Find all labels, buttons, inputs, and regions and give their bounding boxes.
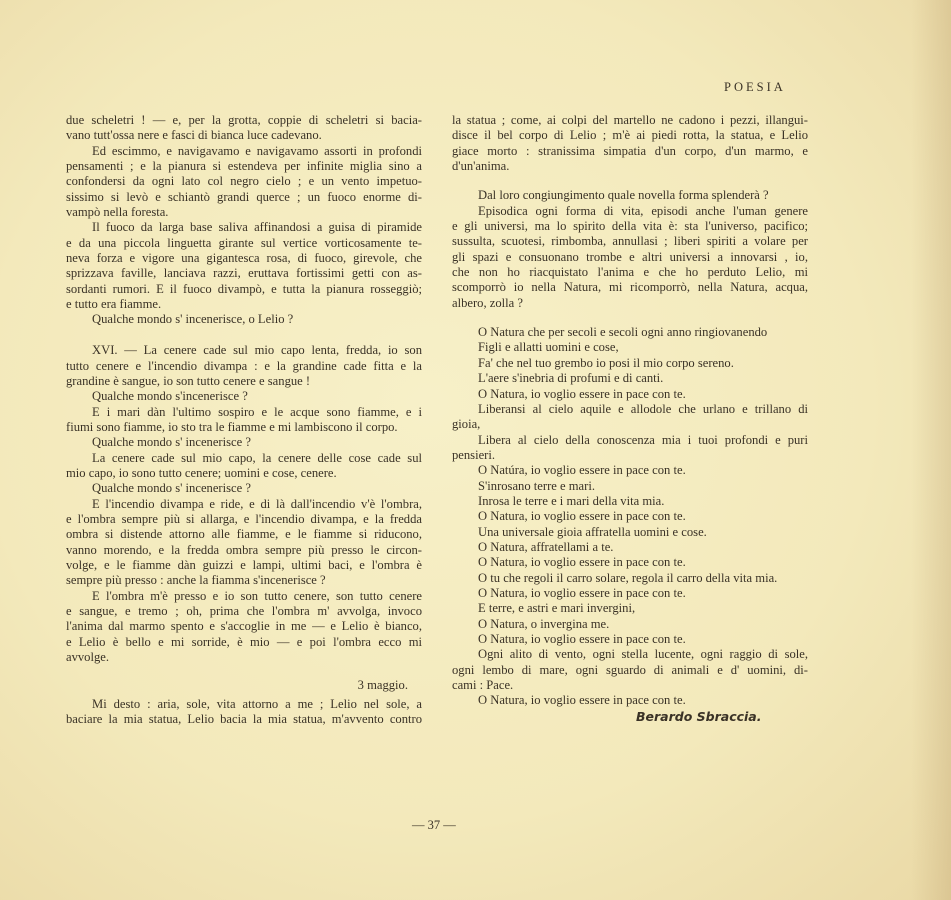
text-line: O Natura, io voglio essere in pace con te.	[478, 555, 686, 570]
paragraph	[452, 188, 808, 203]
text-line: e Lelio è bello e mi sorride, è mio — e poi l'ombra ecco mi	[66, 634, 422, 649]
paragraph	[452, 555, 808, 570]
paragraph	[452, 479, 808, 494]
text-line: Liberansi al cielo aquile e allodole che urlano e trillano di	[478, 401, 808, 416]
text-line: albero, zolla ?	[452, 295, 523, 310]
paragraph	[452, 540, 808, 555]
text-line: Mi desto : aria, sole, vita attorno a me ; Lelio nel sole, a	[92, 696, 422, 711]
text-line: Dal loro congiungimento quale novella forma splenderà ?	[478, 188, 769, 203]
text-line: E l'incendio divampa e ride, e di là dall'incendio v'è l'ombra,	[92, 496, 422, 511]
text-line: Qualche mondo s' incenerisce ?	[92, 481, 251, 496]
text-line: Inrosa le terre e i mari della vita mia.	[478, 493, 665, 508]
text-line: pensamenti ; e la pianura si estendeva per infinite miglia sino a	[66, 159, 422, 174]
text-line: baciare la mia statua, Lelio bacia la mia statua, m'avvento contro	[66, 712, 422, 727]
text-line: ombra si distende attorno alle fiamme, e le fiamme si riducono,	[66, 527, 422, 542]
text-line: e sangue, e tremo ; oh, prima che l'ombra m' avvolga, invoco	[66, 604, 422, 618]
text-line: d'un'anima.	[452, 159, 510, 174]
left-column	[66, 113, 422, 727]
text-line: O Natura, io voglio essere in pace con te.	[478, 693, 686, 708]
paragraph	[452, 693, 808, 708]
diary-date: 3 maggio.	[357, 678, 408, 693]
paragraph	[452, 433, 808, 464]
running-header: POESIA	[724, 80, 786, 94]
text-line: O Natura, io voglio essere in pace con te.	[478, 632, 686, 646]
text-line: l'anima dal marmo spento e s'accoglie in me — e Lelio è bianco,	[66, 619, 422, 634]
text-line: O Natura che per secoli e secoli ogni anno ringiovanendo	[478, 325, 768, 340]
text-line: vanno morendo, e la fredda ombra sempre più presso le circon-	[66, 542, 422, 557]
text-line: Figli e allatti uomini e cose,	[478, 340, 619, 355]
paragraph	[452, 494, 808, 509]
paragraph	[452, 371, 808, 386]
text-line: e da una piccola linguetta girante sul vertice vorticosamente te-	[66, 235, 422, 250]
paragraph	[66, 697, 422, 728]
paragraph	[66, 451, 422, 482]
text-line: due scheletri ! — e, per la grotta, coppie di scheletri si bacia-	[66, 113, 422, 127]
text-line: e tutto era fiamme.	[66, 297, 162, 312]
text-line: gioia,	[452, 417, 481, 432]
text-line: vampò nella foresta.	[66, 205, 169, 220]
text-line: E i mari dàn l'ultimo sospiro e le acque sono fiamme, e i	[92, 404, 422, 419]
paragraph	[66, 389, 422, 404]
paragraph	[452, 525, 808, 540]
paragraph	[66, 220, 422, 312]
text-line: O Natura, affratellami a te.	[478, 539, 614, 554]
text-line: O Natura, io voglio essere in pace con te.	[478, 585, 686, 600]
text-line: neva forza e vigore una gigantesca rosa, di fuoco, girevole, che	[66, 251, 422, 266]
paragraph	[452, 325, 808, 340]
text-line: volge, e le fiamme dàn guizzi e lampi, ultimi baci, e l'ombra è	[66, 557, 422, 572]
text-line: Ogni alito di vento, ogni stella lucente, ogni raggio di sole,	[478, 647, 808, 662]
text-line: vano tutt'ossa nere e fasci di bianca luce cadevano.	[66, 128, 322, 143]
paragraph	[452, 463, 808, 478]
text-line: che non ho riacquistato l'anima e che ho perduto Lelio, mi	[452, 265, 808, 280]
text-line: S'inrosano terre e mari.	[478, 478, 595, 493]
paragraph	[452, 204, 808, 311]
text-line: fiumi sono fiamme, io sto tra le fiamme e mi lambiscono il corpo.	[66, 419, 398, 434]
paragraph	[452, 571, 808, 586]
paragraph	[66, 405, 422, 436]
text-line: Fa' che nel tuo grembo io posi il mio corpo sereno.	[478, 355, 734, 370]
text-line: O Natura, o invergina me.	[478, 616, 610, 631]
paragraph	[452, 356, 808, 371]
author-signature: Berardo Sbraccia.	[636, 709, 762, 724]
text-line: sempre più presso : anche la fiamma s'incenerisce ?	[66, 573, 326, 588]
right-column	[452, 113, 808, 709]
text-line: sordanti rumori. E il fuoco divampò, e tutta la pianura rosseggiò;	[66, 281, 422, 296]
text-line: disce il bel corpo di Lelio ; m'è ai piedi rotta, la statua, e Lelio	[452, 128, 808, 143]
text-line: Ed escimmo, e navigavamo e navigavamo assorti in profondi	[92, 143, 422, 158]
text-line: Una universale gioia affratella uomini e cose.	[478, 524, 707, 539]
text-line: tutto cenere e l'incendio divampa : e la grandine cade fitta e la	[66, 358, 422, 373]
text-line: la statua ; come, ai colpi del martello ne cadono i pezzi, illangui-	[452, 113, 808, 127]
text-line: mio capo, io sono tutto cenere; uomini e cose, cenere.	[66, 465, 337, 480]
text-line: sprizzava faville, lanciava razzi, eruttava fortissimi getti con as-	[66, 266, 422, 281]
text-line: Qualche mondo s' incenerisce ?	[92, 435, 251, 450]
text-line: E l'ombra m'è presso e io son tutto cenere, son tutto cenere	[92, 588, 422, 603]
paragraph	[452, 617, 808, 632]
paragraph	[452, 340, 808, 355]
paragraph	[66, 113, 422, 144]
text-line: sissimo si levò e schiantò grandi querce ; un fuoco enorme di-	[66, 189, 422, 204]
text-line: ogni lembo di mare, ogni sguardo di animali e d' uomini, di-	[452, 662, 808, 677]
text-line: XVI. — La cenere cade sul mio capo lenta, fredda, io son	[92, 343, 422, 358]
paragraph	[452, 586, 808, 601]
paragraph	[452, 601, 808, 616]
text-line: O Natúra, io voglio essere in pace con te.	[478, 463, 686, 478]
paragraph	[66, 481, 422, 496]
text-line: grandine è sangue, io son tutto cenere e sangue !	[66, 373, 311, 388]
paragraph	[452, 647, 808, 693]
paragraph	[66, 144, 422, 221]
paragraph	[66, 497, 422, 589]
paragraph	[452, 113, 808, 174]
paragraph	[66, 312, 422, 327]
text-line: gli spazi e consuonano trombe e altri universi a innovarsi , io,	[452, 249, 808, 264]
paragraph	[452, 387, 808, 402]
text-line: e gli universi, ma lo spirito della vita è: sta l'universo, pacifico;	[452, 219, 808, 234]
text-line: Qualche mondo s' incenerisce, o Lelio ?	[92, 312, 294, 327]
text-line: La cenere cade sul mio capo, la cenere delle cose cade sul	[92, 450, 422, 465]
text-line: E terre, e astri e mari invergini,	[478, 601, 636, 616]
paragraph	[452, 402, 808, 433]
text-line: O Natura, io voglio essere in pace con te.	[478, 386, 686, 401]
paragraph	[66, 343, 422, 389]
text-line: Episodica ogni forma di vita, episodi anche l'uman genere	[478, 203, 808, 218]
paragraph	[452, 509, 808, 524]
text-line: L'aere s'inebria di profumi e di canti.	[478, 371, 664, 386]
text-line: scomporrò io nella Natura, mi ricomporrò, nella Natura, acqua,	[452, 280, 808, 295]
text-line: sussulta, scuotesi, rimbomba, annullasi ; liberi spiriti a volare per	[452, 234, 808, 249]
page-edge-shadow	[911, 0, 951, 900]
paragraph	[66, 435, 422, 450]
text-line: Il fuoco da larga base saliva affinandosi a guisa di piramide	[92, 220, 422, 235]
text-line: O tu che regoli il carro solare, regola il carro della vita mia.	[478, 570, 778, 585]
text-line: O Natura, io voglio essere in pace con te.	[478, 509, 686, 524]
text-line: confondersi da ogni lato col negro cielo ; e un vento impetuo-	[66, 174, 422, 189]
text-line: giace morto : stranissima simpatia d'un corpo, d'un marmo, e	[452, 143, 808, 158]
text-line: Qualche mondo s'incenerisce ?	[92, 389, 248, 404]
paragraph	[66, 589, 422, 666]
paragraph	[452, 632, 808, 647]
page-number: — 37 —	[412, 818, 456, 832]
text-line: avvolge.	[66, 650, 110, 665]
text-line: e l'ombra sempre più si allarga, e l'incendio divampa, e la fredda	[66, 511, 422, 526]
text-line: cami : Pace.	[452, 678, 514, 693]
text-line: Libera al cielo della conoscenza mia i tuoi profondi e puri	[478, 432, 808, 447]
text-line: pensieri.	[452, 447, 496, 462]
